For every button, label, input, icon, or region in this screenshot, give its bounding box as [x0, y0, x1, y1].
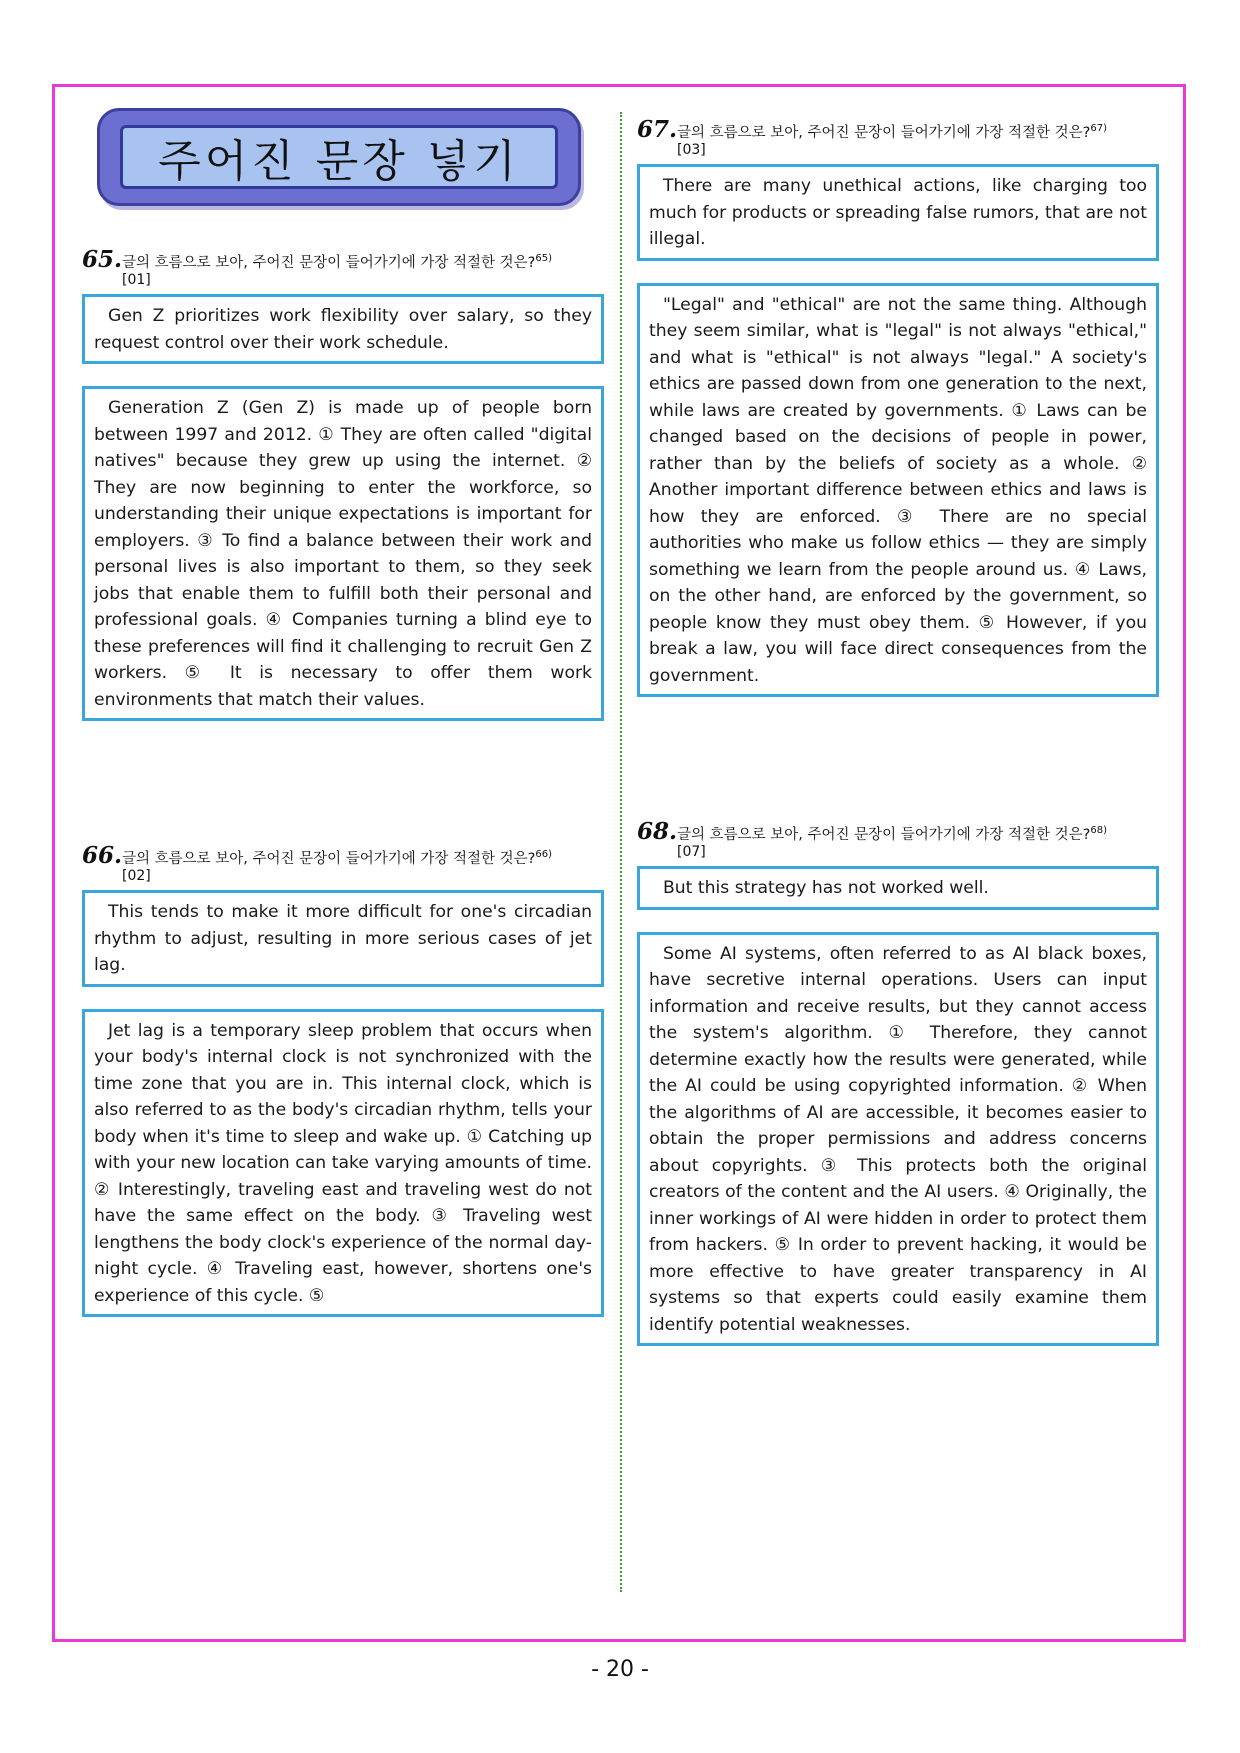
page-number: - 20 - — [591, 1657, 649, 1682]
passage-box: "Legal" and "ethical" are not the same thing. Although they seem similar, what is "legal" is not always "ethical," and what is "ethical" is not always "legal." A society's ethics are passed down from one generation to the next, while laws are created by governments. ① Laws can be changed based on the decisions of people in power, rather than by the beliefs of society as a whole. ② Another important difference between ethics and laws is how they are enforced. ③ There are no special authorities who make us follow ethics — they are simply something we learn from the people around us. ④ Laws, on the other hand, are enforced by the government, so people know they must obey them. ⑤ However, if you break a law, you will face direct consequences from the government. — [637, 283, 1159, 698]
question-68 — [637, 818, 1159, 1346]
question-prompt — [122, 251, 552, 272]
question-header — [82, 842, 604, 890]
prompt-text: 글의 흐름으로 보아, 주어진 문장이 들어가기에 가장 적절한 것은? — [677, 125, 1091, 141]
question-number: 65. — [82, 246, 123, 273]
question-65 — [82, 246, 604, 721]
given-sentence-box: Gen Z prioritizes work flexibility over salary, so they request control over their work schedule. — [82, 294, 604, 364]
footnote-ref: 65) — [535, 253, 552, 265]
question-code: [01] — [122, 272, 151, 288]
question-prompt — [677, 823, 1107, 844]
question-header — [82, 246, 604, 294]
prompt-text: 글의 흐름으로 보아, 주어진 문장이 들어가기에 가장 적절한 것은? — [677, 827, 1091, 843]
question-code: [02] — [122, 868, 151, 884]
given-sentence-box: But this strategy has not worked well. — [637, 866, 1159, 910]
footnote-ref: 68) — [1090, 825, 1107, 837]
prompt-text: 글의 흐름으로 보아, 주어진 문장이 들어가기에 가장 적절한 것은? — [122, 255, 536, 271]
passage-box: Some AI systems, often referred to as AI black boxes, have secretive internal operations. Users can input information and receive results, but they cannot access the system's algorithm. ① Therefore, they cannot determine exactly how the results were generated, while the AI could be using copyrighted information. ② When the algorithms of AI are accessible, it becomes easier to obtain the proper permissions and address concerns about copyrights. ③ This protects both the original creators of the content and the AI users. ④ Originally, the inner workings of AI were hidden in order to protect them from hackers. ⑤ In order to prevent hacking, it would be more effective to have greater transparency in AI systems so that experts could easily examine them identify potential weaknesses. — [637, 932, 1159, 1347]
question-prompt — [677, 121, 1107, 142]
question-66 — [82, 842, 604, 1317]
question-67 — [637, 116, 1159, 697]
section-title-panel — [120, 125, 558, 189]
section-title-banner — [97, 108, 581, 206]
section-title: 주어진 문장 넣기 — [158, 136, 520, 187]
passage-box: Jet lag is a temporary sleep problem that occurs when your body's internal clock is not synchronized with the time zone that you are in. This internal clock, which is also referred to as the body's circadian rhythm, tells your body when it's time to sleep and wake up. ① Catching up with your new location can take varying amounts of time. ② Interestingly, traveling east and traveling west do not have the same effect on the body. ③ Traveling west lengthens the body clock's experience of the normal day-night cycle. ④ Traveling east, however, shortens one's experience of this cycle. ⑤ — [82, 1009, 604, 1318]
question-number: 67. — [637, 116, 678, 143]
given-sentence-box: This tends to make it more difficult for one's circadian rhythm to adjust, resulting in more serious cases of jet lag. — [82, 890, 604, 987]
footnote-ref: 67) — [1090, 123, 1107, 135]
question-number: 66. — [82, 842, 123, 869]
question-prompt — [122, 847, 552, 868]
question-header — [637, 116, 1159, 164]
question-header — [637, 818, 1159, 866]
prompt-text: 글의 흐름으로 보아, 주어진 문장이 들어가기에 가장 적절한 것은? — [122, 851, 536, 867]
passage-box: Generation Z (Gen Z) is made up of people born between 1997 and 2012. ① They are often called "digital natives" because they grew up using the internet. ② They are now beginning to enter the workforce, so understanding their unique expectations is important for employers. ③ To find a balance between their work and personal lives is also important to them, so they seek jobs that enable them to fulfill both their personal and professional goals. ④ Companies turning a blind eye to these preferences will find it challenging to recruit Gen Z workers. ⑤ It is necessary to offer them work environments that match their values. — [82, 386, 604, 721]
question-code: [03] — [677, 142, 706, 158]
given-sentence-box: There are many unethical actions, like charging too much for products or spreading false rumors, that are not illegal. — [637, 164, 1159, 261]
footnote-ref: 66) — [535, 849, 552, 861]
column-divider — [620, 112, 622, 1592]
question-number: 68. — [637, 818, 678, 845]
question-code: [07] — [677, 844, 706, 860]
